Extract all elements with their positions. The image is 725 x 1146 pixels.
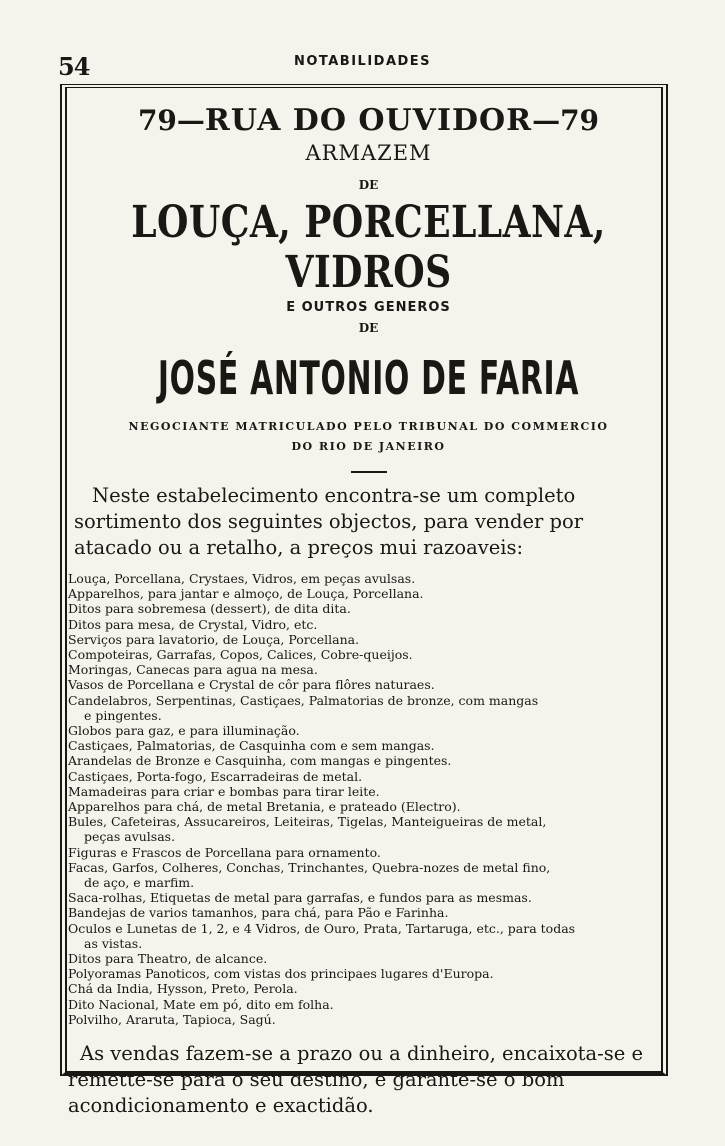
address-number-left: 79—	[137, 104, 205, 137]
negociante-line-1: NEGOCIANTE MATRICULADO PELO TRIBUNAL DO COMMERCIO	[128, 420, 609, 433]
list-item-text: Oculos e Lunetas de 1, 2, e 4 Vidros, de Ouro, Prata, Tartaruga, etc., para todas	[68, 920, 576, 936]
list-item-text: Globos para gaz, e para illuminação.	[68, 723, 300, 739]
owner-name: JOSÉ ANTONIO DE FARIA	[157, 351, 580, 405]
list-item	[68, 693, 663, 723]
advert-content	[68, 96, 663, 1119]
list-item	[68, 662, 663, 677]
list-item	[68, 571, 663, 586]
list-item-text: Saca-rolhas, Etiquetas de metal para garrafas, e fundos para as mesmas.	[68, 890, 532, 906]
list-item	[68, 845, 663, 860]
list-item	[68, 814, 663, 844]
list-item	[68, 890, 663, 905]
list-item-text: Facas, Garfos, Colheres, Conchas, Trinchantes, Quebra-nozes de metal fino,	[68, 859, 551, 875]
list-item	[68, 1012, 663, 1027]
armazem-heading: ARMAZEM	[305, 141, 432, 165]
de-connector-1: DE	[358, 178, 379, 192]
list-item-text: Castiçaes, Porta-fogo, Escarradeiras de metal.	[68, 768, 363, 784]
list-item	[68, 966, 663, 981]
closing-paragraph: As vendas fazem-se a prazo ou a dinheiro, encaixota-se e remette-se para o seu destino, e garante-se o bom acondicionamento e exactidão.	[68, 1042, 644, 1118]
list-item	[68, 905, 663, 920]
list-item-text: Chá da India, Hysson, Preto, Perola.	[68, 981, 298, 997]
list-item	[68, 601, 663, 616]
list-item	[68, 617, 663, 632]
items-list	[68, 571, 663, 1027]
list-item	[68, 997, 663, 1012]
list-item-text: Arandelas de Bronze e Casquinha, com mangas e pingentes.	[68, 753, 452, 769]
list-item-text: Bandejas de varios tamanhos, para chá, para Pão e Farinha.	[68, 905, 449, 921]
list-item-text: Polvilho, Araruta, Tapioca, Sagú.	[68, 1011, 276, 1027]
list-item-text: Dito Nacional, Mate em pó, dito em folha.	[68, 996, 334, 1012]
goods-heading: LOUÇA, PORCELLANA, VIDROS	[131, 197, 606, 298]
list-item-text: Compoteiras, Garrafas, Copos, Calices, Cobre-queijos.	[68, 647, 413, 663]
list-item	[68, 860, 663, 890]
list-item-text: Bules, Cafeteiras, Assucareiros, Leiteiras, Tigelas, Manteigueiras de metal,	[68, 814, 547, 830]
divider-rule	[351, 471, 387, 473]
list-item-text: Polyoramas Panoticos, com vistas dos principaes lugares d'Europa.	[68, 966, 494, 982]
list-item-text: Vasos de Porcellana e Crystal de côr para flôres naturaes.	[68, 677, 435, 693]
list-item	[68, 738, 663, 753]
address-number-right: —79	[532, 104, 600, 137]
list-item	[68, 951, 663, 966]
address-street: RUA DO OUVIDOR	[204, 103, 533, 138]
de-connector-2: DE	[358, 321, 379, 335]
list-item-text: Louça, Porcellana, Crystaes, Vidros, em peças avulsas.	[68, 571, 416, 586]
list-item-text: Ditos para Theatro, de alcance.	[68, 951, 268, 967]
list-item	[68, 921, 663, 951]
list-item-continuation: peças avulsas.	[84, 829, 176, 845]
running-title: NOTABILIDADES	[293, 54, 432, 69]
list-item-continuation: as vistas.	[84, 935, 143, 951]
list-item-text: Castiçaes, Palmatorias, de Casquinha com e sem mangas.	[68, 738, 435, 754]
list-item	[68, 799, 663, 814]
list-item-text: Apparelhos, para jantar e almoço, de Louça, Porcellana.	[68, 586, 424, 602]
list-item-text: Ditos para mesa, de Crystal, Vidro, etc.	[68, 616, 318, 632]
list-item-text: Candelabros, Serpentinas, Castiçaes, Palmatorias de bronze, com mangas	[68, 692, 539, 708]
negociante-line-2: DO RIO DE JANEIRO	[291, 440, 446, 453]
list-item	[68, 723, 663, 738]
outros-generos: E OUTROS GENEROS	[286, 300, 451, 315]
list-item-text: Serviços para lavatorio, de Louça, Porcellana.	[68, 631, 360, 647]
intro-paragraph: Neste estabelecimento encontra-se um completo sortimento dos seguintes objectos, para vender por atacado ou a retalho, a preços mui razoaveis:	[74, 484, 584, 559]
list-item-continuation: de aço, e marfim.	[84, 875, 195, 891]
page-number: 54	[58, 52, 90, 81]
address-line	[74, 104, 663, 138]
list-item-text: Moringas, Canecas para agua na mesa.	[68, 662, 318, 678]
list-item	[68, 769, 663, 784]
list-item-text: Mamadeiras para criar e bombas para tirar leite.	[68, 783, 380, 799]
list-item-text: Ditos para sobremesa (dessert), de dita dita.	[68, 601, 351, 617]
list-item	[68, 753, 663, 768]
list-item	[68, 632, 663, 647]
list-item-text: Apparelhos para chá, de metal Bretania, e prateado (Electro).	[68, 799, 461, 815]
list-item-text: Figuras e Frascos de Porcellana para ornamento.	[68, 844, 381, 860]
list-item	[68, 586, 663, 601]
list-item	[68, 677, 663, 692]
list-item	[68, 981, 663, 996]
list-item	[68, 647, 663, 662]
list-item	[68, 784, 663, 799]
list-item-continuation: e pingentes.	[84, 707, 162, 723]
